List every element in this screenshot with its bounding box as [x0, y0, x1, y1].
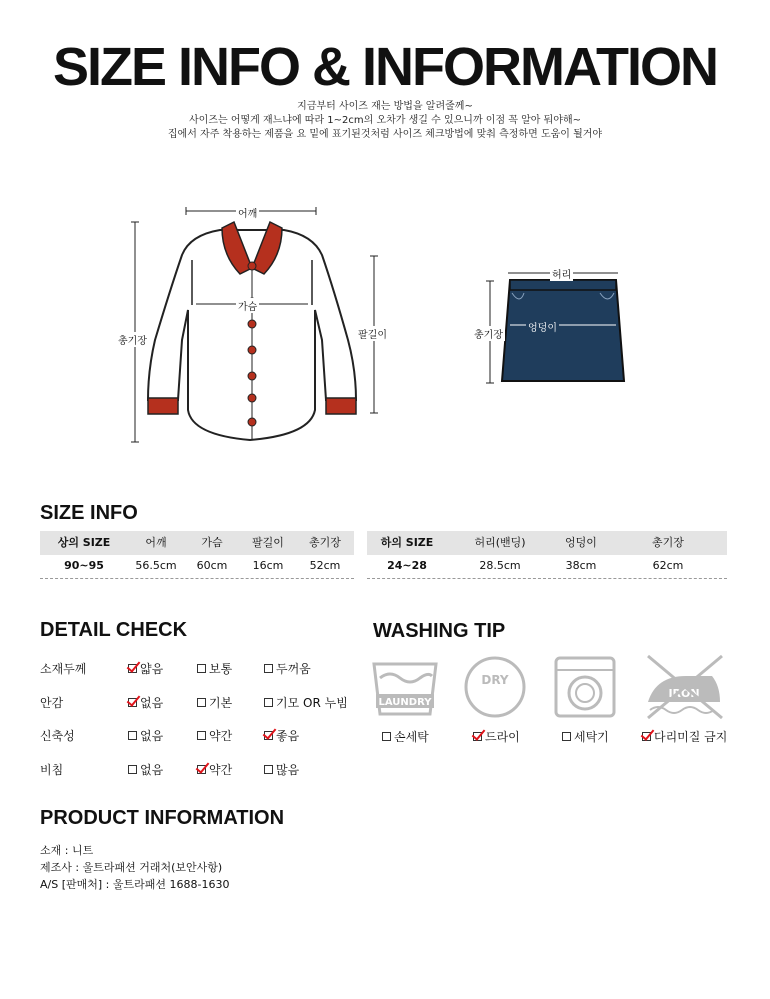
- checkbox[interactable]: [562, 732, 571, 741]
- detail-option-lining-fleece[interactable]: [264, 694, 348, 711]
- svg-text:IRON: IRON: [668, 687, 700, 700]
- top-size-cell-3: 16cm: [252, 559, 284, 572]
- checkbox-checked[interactable]: [197, 765, 206, 774]
- checkbox[interactable]: [197, 731, 206, 740]
- chest-label: 가슴: [236, 298, 259, 313]
- checkbox[interactable]: [264, 664, 273, 673]
- detail-option-thickness-thick[interactable]: [264, 660, 311, 677]
- washing-tip-title: WASHING TIP: [373, 620, 506, 642]
- intro-line-2: 사이즈는 어떻게 재느냐에 따라 1~2cm의 오차가 생길 수 있으니까 이점 꼭 알아 둬야해~: [189, 115, 581, 126]
- intro-line-1: 지금부터 사이즈 재는 방법을 알려줄께~: [297, 101, 473, 112]
- shirt-length-label: 총기장: [116, 332, 149, 347]
- wash-option-no-iron[interactable]: [642, 728, 727, 745]
- detail-row-label-2: 신축성: [40, 729, 75, 743]
- laundry-icon: [370, 654, 440, 720]
- top-size-cell-2: 60cm: [196, 559, 228, 572]
- option-label: 없음: [140, 763, 164, 777]
- checkbox[interactable]: [128, 731, 137, 740]
- top-size-header-3: 팔길이: [252, 536, 284, 549]
- option-label: 드라이: [485, 730, 520, 744]
- page-title: SIZE INFO & INFORMATION: [53, 37, 717, 97]
- checkbox[interactable]: [197, 698, 206, 707]
- option-label: 다리미질 금지: [654, 730, 728, 744]
- top-size-divider: [40, 578, 354, 579]
- option-label: 손세탁: [394, 730, 429, 744]
- top-size-header-1: 어깨: [145, 536, 167, 549]
- product-as-contact: A/S [판매처] : 울트라패션 1688-1630: [40, 878, 230, 891]
- right-cuff: [326, 398, 356, 414]
- detail-row-label-0: 소재두께: [40, 662, 87, 676]
- option-label: 기본: [209, 696, 233, 710]
- checkbox[interactable]: [264, 698, 273, 707]
- hip-label: 엉덩이: [526, 319, 559, 334]
- detail-option-lining-none[interactable]: [128, 694, 163, 711]
- top-size-cell-1: 56.5cm: [135, 559, 177, 572]
- option-label: 얇음: [140, 662, 164, 676]
- detail-row-label-3: 비침: [40, 763, 64, 777]
- checkbox-checked[interactable]: [128, 698, 137, 707]
- checkbox[interactable]: [197, 664, 206, 673]
- detail-option-lining-basic[interactable]: [197, 694, 232, 711]
- dry-icon: [462, 654, 528, 720]
- option-label: 좋음: [276, 729, 300, 743]
- checkbox-checked[interactable]: [642, 732, 651, 741]
- detail-row-label-1: 안감: [40, 696, 64, 710]
- detail-option-thickness-normal[interactable]: [197, 660, 232, 677]
- detail-check-title: DETAIL CHECK: [40, 619, 188, 641]
- waist-label: 허리: [550, 266, 573, 281]
- intro-line-3: 집에서 자주 착용하는 제품을 요 밑에 표기된것처럼 사이즈 체크방법에 맞춰 측정하면 도움이 될거야: [167, 129, 603, 140]
- left-cuff: [148, 398, 178, 414]
- top-size-header-2: 가슴: [201, 536, 223, 549]
- size-info-title: SIZE INFO: [40, 502, 138, 524]
- option-label: 많음: [276, 763, 300, 777]
- bottom-size-header-2: 엉덩이: [565, 536, 597, 549]
- option-label: 세탁기: [574, 730, 609, 744]
- bottom-size-cell-1: 28.5cm: [479, 559, 521, 572]
- bottom-size-divider: [367, 578, 727, 579]
- shirt-diagram: [110, 200, 400, 450]
- sleeve-label: 팔길이: [356, 326, 389, 341]
- detail-option-sheer-much[interactable]: [264, 761, 299, 778]
- bottom-size-header: [367, 531, 727, 555]
- washing-machine-icon: [552, 654, 618, 720]
- bottom-size-cell-2: 38cm: [565, 559, 597, 572]
- product-material: 소재 : 니트: [40, 844, 94, 857]
- detail-option-thickness-thin[interactable]: [128, 660, 163, 677]
- product-manufacturer: 제조사 : 울트라패션 거래처(보안사항): [40, 861, 223, 874]
- checkbox-checked[interactable]: [473, 732, 482, 741]
- checkbox[interactable]: [128, 765, 137, 774]
- top-size-header-4: 총기장: [309, 536, 341, 549]
- detail-option-stretch-good[interactable]: [264, 727, 299, 744]
- option-label: 약간: [209, 729, 233, 743]
- wash-option-hand[interactable]: [382, 728, 429, 745]
- bottom-size-cell-0: 24~28: [387, 559, 427, 572]
- shoulder-label: 어깨: [236, 205, 259, 220]
- svg-text:DRY: DRY: [481, 673, 509, 687]
- checkbox-checked[interactable]: [128, 664, 137, 673]
- detail-option-stretch-none[interactable]: [128, 727, 163, 744]
- detail-option-sheer-some[interactable]: [197, 761, 232, 778]
- wash-option-machine[interactable]: [562, 728, 609, 745]
- bottom-size-header-1: 허리(밴딩): [474, 536, 526, 549]
- top-size-cell-0: 90~95: [64, 559, 104, 572]
- skirt-body: [502, 280, 624, 381]
- bottom-size-header-3: 총기장: [652, 536, 684, 549]
- option-label: 없음: [140, 729, 164, 743]
- checkbox[interactable]: [382, 732, 391, 741]
- bottom-size-row: [367, 554, 727, 578]
- wash-option-dry[interactable]: [473, 728, 520, 745]
- checkbox[interactable]: [264, 765, 273, 774]
- skirt-length-label: 총기장: [472, 326, 505, 341]
- top-size-row: [40, 554, 354, 578]
- product-info-title: PRODUCT INFORMATION: [40, 807, 285, 829]
- svg-text:LAUNDRY: LAUNDRY: [378, 697, 432, 708]
- detail-option-sheer-none[interactable]: [128, 761, 163, 778]
- detail-option-stretch-some[interactable]: [197, 727, 232, 744]
- bottom-size-cell-3: 62cm: [652, 559, 684, 572]
- top-size-header: [40, 531, 354, 555]
- option-label: 없음: [140, 696, 164, 710]
- top-size-header-0: 상의 SIZE: [57, 536, 111, 549]
- checkbox-checked[interactable]: [264, 731, 273, 740]
- option-label: 약간: [209, 763, 233, 777]
- top-size-cell-4: 52cm: [309, 559, 341, 572]
- no-iron-icon: [642, 652, 728, 722]
- option-label: 기모 OR 누빔: [276, 696, 348, 710]
- option-label: 보통: [209, 662, 233, 676]
- bottom-size-header-0: 하의 SIZE: [380, 536, 434, 549]
- option-label: 두꺼움: [276, 662, 311, 676]
